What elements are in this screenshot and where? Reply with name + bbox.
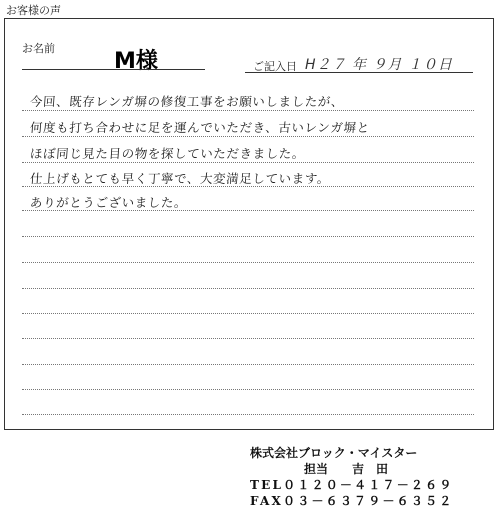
date-label: ご記入日 xyxy=(253,60,297,73)
ruled-line xyxy=(22,288,474,289)
name-label: お名前 xyxy=(22,42,55,55)
message-line: ほぼ同じ見た目の物を探していただきました。 xyxy=(29,146,306,161)
ruled-line xyxy=(22,389,474,390)
ruled-line xyxy=(22,110,474,111)
testimonial-card xyxy=(4,18,494,430)
message-line: ありがとうございました。 xyxy=(29,195,188,210)
name-underline xyxy=(22,69,205,70)
company-name: 株式会社ブロック・マイスター xyxy=(250,446,418,460)
message-line: 今回、既存レンガ塀の修復工事をお願いしましたが、 xyxy=(29,94,345,109)
name-value: M様 xyxy=(114,49,158,74)
ruled-line xyxy=(22,162,474,163)
message-line: 仕上げもとても早く丁寧で、大変満足しています。 xyxy=(29,171,331,186)
telephone-number: TEL０１２０－４１７－２６９ xyxy=(250,478,454,492)
date-underline xyxy=(245,72,473,73)
ruled-line xyxy=(22,236,474,237)
message-line: 何度も打ち合わせに足を運んでいただき、古いレンガ塀と xyxy=(29,120,371,135)
ruled-line xyxy=(22,136,474,137)
ruled-line xyxy=(22,313,474,314)
ruled-line xyxy=(22,262,474,263)
date-value: H２７ 年 ９月 １０日 xyxy=(305,57,453,73)
ruled-line xyxy=(22,364,474,365)
ruled-line xyxy=(22,414,474,415)
page-title: お客様の声 xyxy=(6,4,61,17)
ruled-line xyxy=(22,338,474,339)
fax-number: FAX０３－６３７９－６３５２ xyxy=(250,494,454,508)
contact-person: 担当 吉 田 xyxy=(304,462,389,476)
company-info xyxy=(250,445,454,509)
